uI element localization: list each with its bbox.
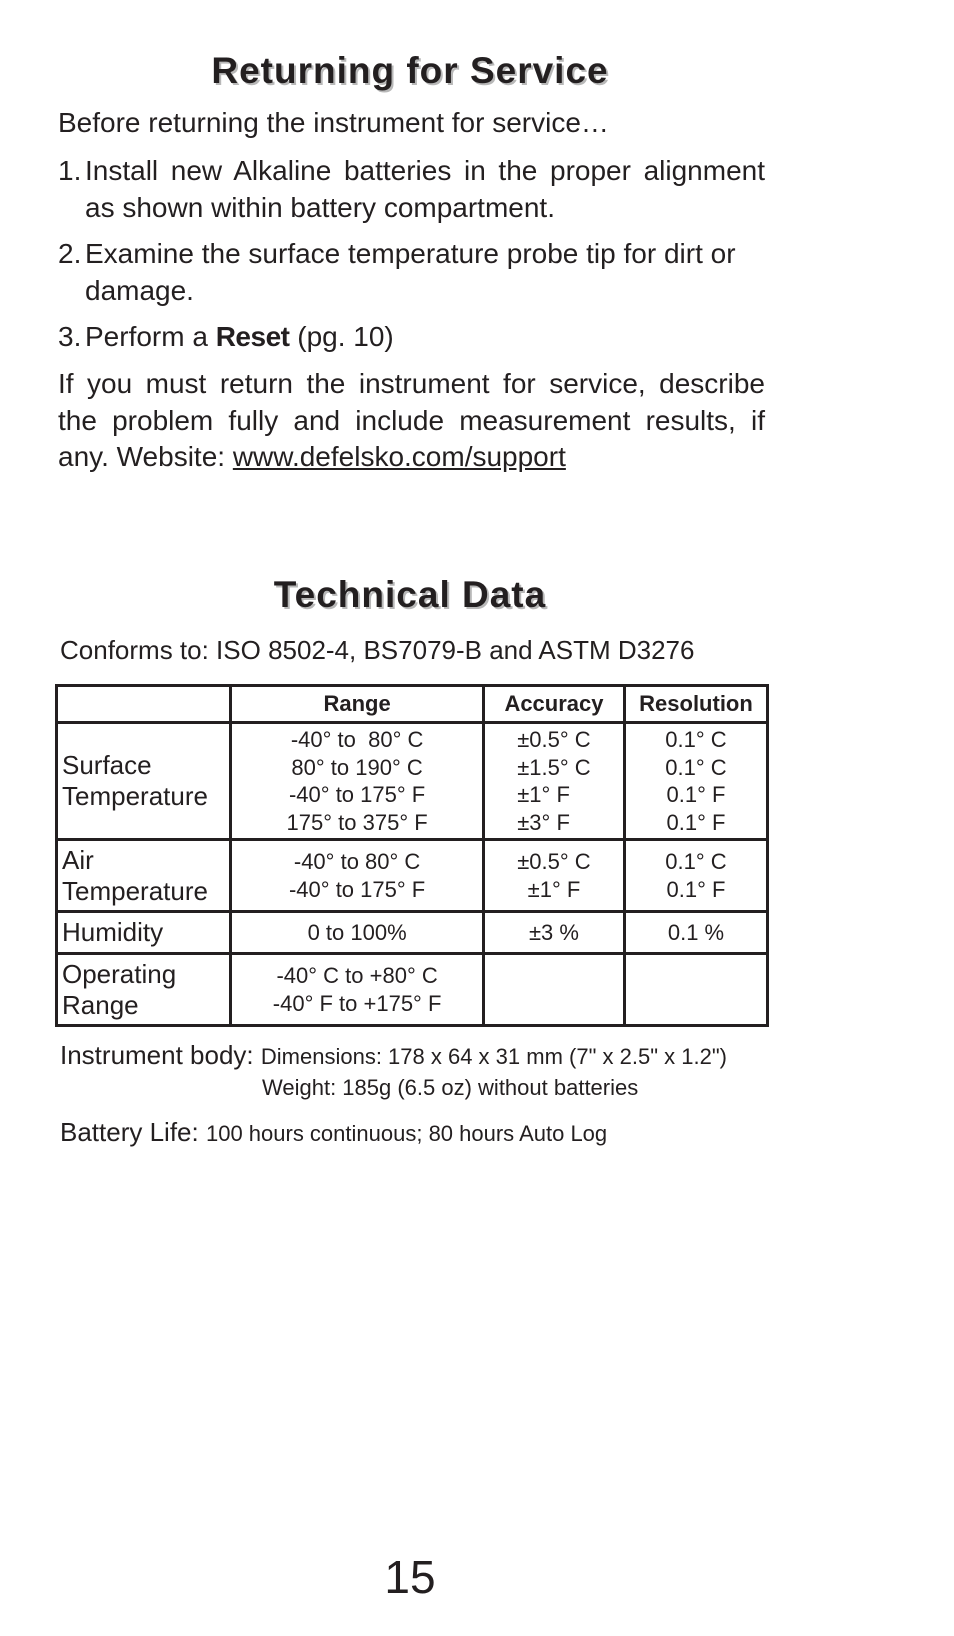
surface-accuracy-cell: [483, 723, 624, 840]
step-text-post: (pg. 10): [289, 321, 394, 352]
row-label-surface-temperature: Surface Temperature: [57, 723, 231, 840]
accuracy-value: ±0.5° C: [517, 727, 591, 752]
step-2: [58, 236, 765, 309]
instrument-body-label: Instrument body:: [60, 1040, 261, 1070]
accuracy-value: ±3° F: [517, 809, 570, 835]
row-label-humidity: Humidity: [57, 912, 231, 954]
step-text: Examine the surface temperature probe tip for dirt or damage.: [85, 238, 736, 306]
reset-keyword: Reset: [215, 321, 290, 352]
table-row: [57, 840, 768, 912]
range-value: -40° to 80° C: [290, 727, 424, 752]
service-intro: Before returning the instrument for service…: [58, 107, 609, 138]
resolution-value: 0.1° F: [666, 782, 726, 807]
resolution-value: 0.1° F: [666, 809, 726, 835]
accuracy-value: ±1° F: [517, 782, 570, 807]
accuracy-value: ±1.5° C: [517, 754, 591, 780]
humidity-accuracy-cell: [483, 912, 624, 954]
range-value: -40° F to +175° F: [272, 990, 442, 1016]
surface-resolution-cell: [624, 723, 767, 840]
service-heading: Returning for Service: [211, 50, 609, 91]
step-text: Install new Alkaline batteries in the proper alignment as shown within battery compartment.: [85, 155, 765, 223]
range-value: 175° to 375° F: [286, 809, 428, 835]
instrument-body-spec: [60, 1040, 727, 1071]
step-text-pre: Perform a: [85, 321, 216, 352]
resolution-value: 0.1° F: [666, 876, 726, 902]
row-label-operating-range: Operating Range: [57, 954, 231, 1026]
range-value: -40° to 80° C: [293, 849, 421, 874]
humidity-resolution-cell: [624, 912, 767, 954]
range-value: 0 to 100%: [307, 919, 407, 945]
support-website-link[interactable]: www.defelsko.com/support: [232, 441, 566, 472]
header-empty: [57, 686, 231, 723]
return-instructions: [58, 366, 765, 476]
air-resolution-cell: [624, 840, 767, 912]
range-value: -40° to 175° F: [288, 782, 426, 807]
return-text: If you must return the instrument for service, describe the problem fully and include measurement results, if any. Website:: [58, 368, 765, 472]
battery-life-value: 100 hours continuous; 80 hours Auto Log: [205, 1121, 608, 1146]
table-row: [57, 912, 768, 954]
dimensions-value: Dimensions: 178 x 64 x 31 mm (7" x 2.5" x 1.2"): [260, 1044, 727, 1069]
table-row: [57, 954, 768, 1026]
surface-range-cell: [231, 723, 484, 840]
operating-resolution-cell: [624, 954, 767, 1026]
step-text: [85, 319, 765, 356]
air-accuracy-cell: [483, 840, 624, 912]
conforms-statement: Conforms to: ISO 8502-4, BS7079-B and ASTM D3276: [60, 635, 695, 665]
table-row: [57, 723, 768, 840]
resolution-value: 0.1° C: [665, 849, 727, 874]
weight-value: Weight: 185g (6.5 oz) without batteries: [262, 1075, 639, 1100]
step-number: 1.: [58, 155, 82, 186]
battery-life-label: Battery Life:: [60, 1117, 206, 1147]
resolution-value: 0.1° C: [665, 727, 727, 752]
header-range: Range: [231, 686, 484, 723]
resolution-value: 0.1° C: [665, 754, 727, 780]
step-1: [58, 153, 765, 226]
table-header-row: [57, 686, 768, 723]
accuracy-value: ±1° F: [527, 876, 581, 902]
accuracy-value: ±3 %: [528, 919, 579, 945]
operating-accuracy-cell: [483, 954, 624, 1026]
step-number: 3.: [58, 321, 82, 352]
range-value: -40° to 175° F: [288, 876, 426, 902]
battery-life-spec: [60, 1117, 607, 1148]
specifications-table: [55, 684, 769, 1027]
step-number: 2.: [58, 238, 82, 269]
technical-data-heading: Technical Data: [273, 574, 547, 615]
accuracy-value: ±0.5° C: [517, 849, 591, 874]
resolution-value: 0.1 %: [667, 919, 725, 945]
operating-range-cell: [231, 954, 484, 1026]
humidity-range-cell: [231, 912, 484, 954]
step-3: [58, 319, 765, 356]
header-resolution: Resolution: [624, 686, 767, 723]
header-accuracy: Accuracy: [483, 686, 624, 723]
row-label-air-temperature: Air Temperature: [57, 840, 231, 912]
range-value: 80° to 190° C: [291, 754, 423, 780]
range-value: -40° C to +80° C: [276, 963, 438, 988]
page-number: 15: [384, 1551, 436, 1603]
air-range-cell: [231, 840, 484, 912]
